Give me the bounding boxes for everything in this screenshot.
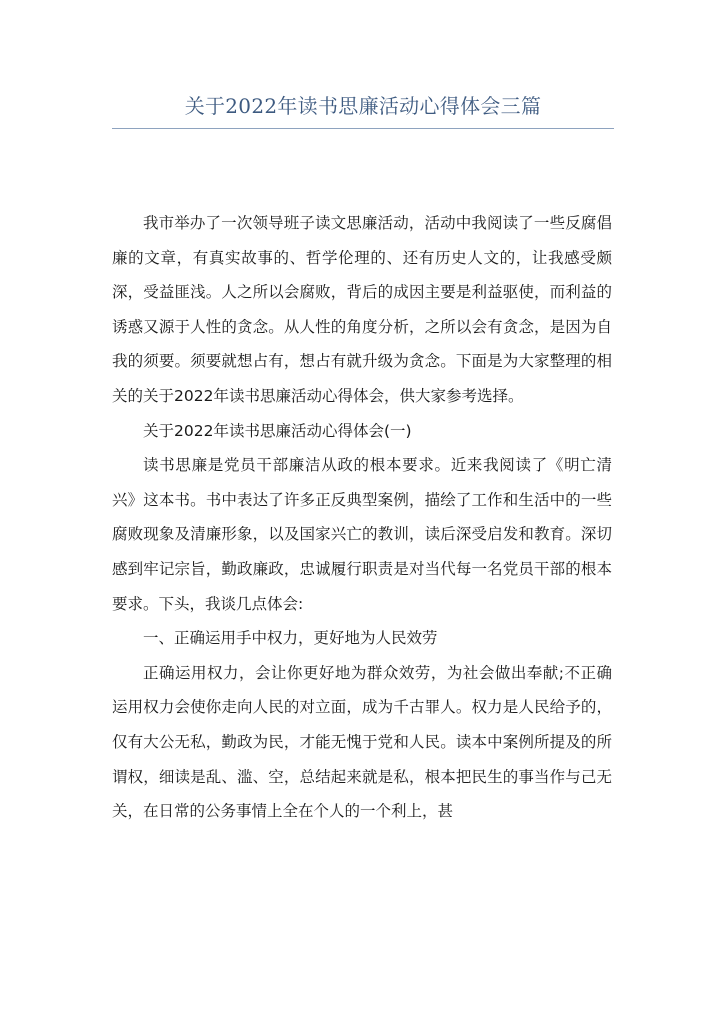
title-underline-divider [112, 128, 614, 129]
document-body [112, 206, 612, 829]
document-title: 关于2022年读书思廉活动心得体会三篇 [184, 94, 542, 118]
intro-paragraph: 我市举办了一次领导班子读文思廉活动，活动中我阅读了一些反腐倡廉的文章，有真实故事的、哲学伦理的、还有历史人文的，让我感受颇深，受益匪浅。人之所以会腐败，背后的成因主要是利益驱使，而利益的诱惑又源于人性的贪念。从人性的角度分析，之所以会有贪念，是因为自我的须要。须要就想占有，想占有就升级为贪念。下面是为大家整理的相关的关于2022年读书思廉活动心得体会，供大家参考选择。 [112, 214, 612, 405]
body-paragraph: 正确运用权力，会让你更好地为群众效劳，为社会做出奉献;不正确运用权力会使你走向人民的对立面，成为千古罪人。权力是人民给予的，仅有大公无私，勤政为民，才能无愧于党和人民。读本中案例所提及的所谓权，细读是乱、滥、空，总结起来就是私，根本把民生的事当作与己无关，在日常的公务事情上全在个人的一个利上，甚 [112, 663, 612, 821]
section-heading-part-one: 关于2022年读书思廉活动心得体会(一) [143, 421, 412, 440]
body-paragraph: 读书思廉是党员干部廉洁从政的根本要求。近来我阅读了《明亡清兴》这本书。书中表达了许多正反典型案例，描绘了工作和生活中的一些腐败现象及清廉形象，以及国家兴亡的教训，读后深受启发和教育。深切感到牢记宗旨，勤政廉政，忠诚履行职责是对当代每一名党员干部的根本要求。下头，我谈几点体会: [112, 456, 612, 613]
subsection-heading-one: 一、正确运用手中权力，更好地为人民效劳 [143, 629, 438, 648]
